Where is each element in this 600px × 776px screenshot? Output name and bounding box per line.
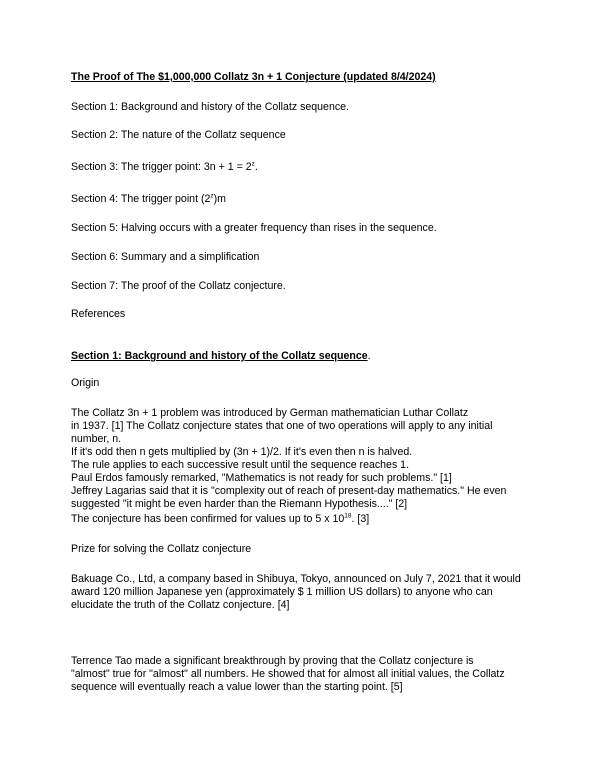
toc-references: References	[71, 308, 126, 320]
toc-section-4-exponent: z	[210, 192, 214, 200]
paragraph-line: suggested "it might be even harder than the Riemann Hypothesis...." [2]	[71, 498, 408, 510]
document-title: The Proof of The $1,000,000 Collatz 3n + 1 Conjecture (updated 8/4/2024)	[71, 71, 436, 83]
paragraph-line: If it's odd then n gets multiplied by (3n + 1)/2. If it's even then n is halved.	[71, 446, 413, 458]
paragraph-line: "almost" true for "almost" all numbers. He showed that for almost all initial values, the Collatz	[71, 668, 505, 680]
toc-section-3	[71, 161, 258, 174]
section-1-heading	[71, 350, 371, 363]
confirmed-tail: . [3]	[351, 513, 370, 525]
paragraph-line: Bakuage Co., Ltd, a company based in Shibuya, Tokyo, announced on July 7, 2021 that it would	[71, 573, 521, 585]
toc-section-4-text: Section 4: The trigger point (2	[71, 193, 211, 205]
paragraph-line: Paul Erdos famously remarked, "Mathematics is not ready for such problems." [1]	[71, 472, 452, 484]
origin-label: Origin	[71, 377, 100, 389]
toc-section-7: Section 7: The proof of the Collatz conjecture.	[71, 280, 286, 292]
paragraph-line: Terrence Tao made a significant breakthrough by proving that the Collatz conjecture is	[71, 655, 474, 667]
paragraph-line: elucidate the truth of the Collatz conjecture. [4]	[71, 599, 290, 611]
toc-section-6: Section 6: Summary and a simplification	[71, 251, 260, 263]
confirmed-line	[71, 513, 369, 526]
paragraph-line: award 120 million Japanese yen (approximately $ 1 million US dollars) to anyone who can	[71, 586, 493, 598]
toc-section-3-text: Section 3: The trigger point: 3n + 1 = 2	[71, 161, 252, 173]
section-1-heading-period: .	[367, 350, 371, 362]
paragraph-line: The Collatz 3n + 1 problem was introduced by German mathematician Luthar Collatz	[71, 407, 469, 419]
toc-section-4-tail: )m	[213, 193, 226, 205]
toc-section-1: Section 1: Background and history of the Collatz sequence.	[71, 101, 349, 113]
toc-section-5: Section 5: Halving occurs with a greater frequency than rises in the sequence.	[71, 222, 437, 234]
paragraph-line: The rule applies to each successive result until the sequence reaches 1.	[71, 459, 410, 471]
toc-section-3-tail: .	[254, 161, 258, 173]
prize-label: Prize for solving the Collatz conjecture	[71, 543, 252, 555]
confirmed-text: The conjecture has been confirmed for values up to 5 x 10	[71, 513, 345, 525]
toc-section-4	[71, 193, 226, 206]
toc-section-2: Section 2: The nature of the Collatz sequence	[71, 129, 286, 141]
toc-section-3-exponent: z	[251, 160, 255, 168]
paragraph-line: Jeffrey Lagarias said that it is "complexity out of reach of present-day mathematics." He even	[71, 485, 507, 497]
paragraph-line: sequence will eventually reach a value lower than the starting point. [5]	[71, 681, 403, 693]
paragraph-line: number, n.	[71, 433, 122, 445]
confirmed-exponent: 18	[344, 512, 352, 520]
paragraph-line: in 1937. [1] The Collatz conjecture states that one of two operations will apply to any initial	[71, 420, 493, 432]
section-1-heading-text: Section 1: Background and history of the Collatz sequence	[71, 350, 368, 362]
